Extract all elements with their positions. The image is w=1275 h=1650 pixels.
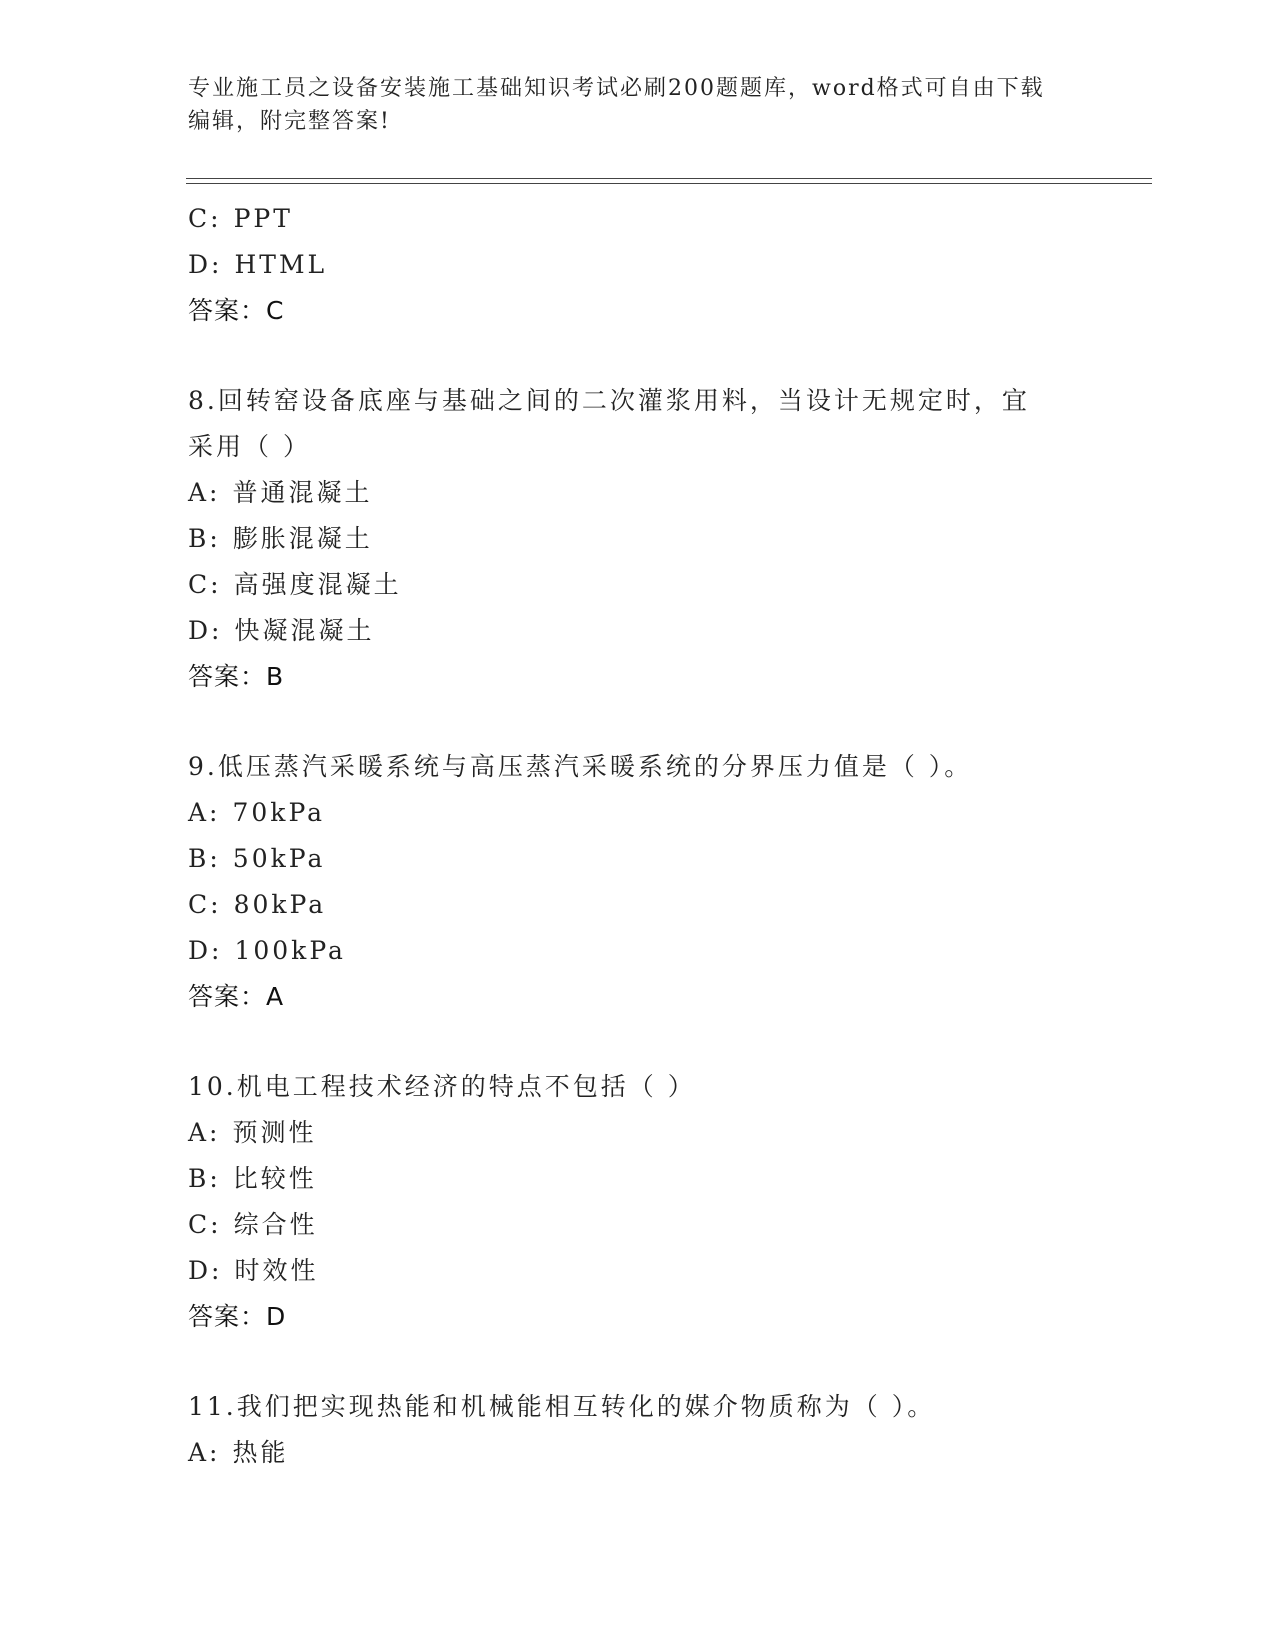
question-8-line-1: 8.回转窑设备底座与基础之间的二次灌浆用料，当设计无规定时，宜 — [188, 386, 1030, 415]
option-text: 预测性 — [232, 1118, 317, 1147]
option-row — [188, 1248, 1148, 1294]
option-row — [188, 836, 1148, 882]
option-text: 热能 — [232, 1438, 289, 1467]
option-text: 快凝混凝土 — [234, 616, 375, 645]
header-line-2: 编辑，附完整答案! — [188, 109, 391, 134]
option-letter: B: — [188, 844, 221, 873]
option-row — [188, 1430, 1148, 1476]
option-text: 比较性 — [232, 1164, 317, 1193]
spacer — [188, 700, 1148, 744]
question-9-line-1: 9.低压蒸汽采暖系统与高压蒸汽采暖系统的分界压力值是（ ）。 — [188, 752, 973, 781]
option-text: 膨胀混凝土 — [232, 524, 373, 553]
option-letter: D: — [188, 616, 223, 645]
option-text: 80kPa — [233, 890, 327, 919]
option-letter: D: — [188, 250, 223, 279]
option-letter: C: — [188, 570, 222, 599]
answer-line: 答案：A — [188, 982, 285, 1011]
option-row — [188, 882, 1148, 928]
option-letter: C: — [188, 1210, 222, 1239]
option-letter: D: — [188, 936, 223, 965]
answer-line: 答案：D — [188, 1302, 287, 1331]
document-header — [188, 72, 1088, 138]
option-letter: D: — [188, 1256, 223, 1285]
option-text: 综合性 — [233, 1210, 318, 1239]
option-row — [188, 562, 1148, 608]
option-text: 普通混凝土 — [232, 478, 373, 507]
answer-line: 答案：C — [188, 296, 285, 325]
header-divider-top — [186, 178, 1152, 179]
question-8-line-2: 采用（ ） — [188, 432, 311, 461]
option-letter: A: — [188, 1118, 221, 1147]
option-text: 时效性 — [234, 1256, 319, 1285]
option-row — [188, 470, 1148, 516]
option-text: PPT — [233, 204, 293, 233]
option-text: HTML — [234, 250, 328, 279]
option-letter: A: — [188, 1438, 221, 1467]
answer-line: 答案：B — [188, 662, 285, 691]
question-11-line-1: 11.我们把实现热能和机械能相互转化的媒介物质称为（ ）。 — [188, 1392, 936, 1421]
option-letter: A: — [188, 798, 221, 827]
header-line-1: 专业施工员之设备安装施工基础知识考试必刷200题题库，word格式可自由下载 — [188, 76, 1045, 101]
option-row — [188, 242, 1148, 288]
option-letter: C: — [188, 890, 222, 919]
option-text: 50kPa — [232, 844, 326, 873]
document-body — [188, 196, 1148, 1476]
spacer — [188, 1340, 1148, 1384]
spacer — [188, 1020, 1148, 1064]
option-row — [188, 608, 1148, 654]
option-letter: C: — [188, 204, 222, 233]
question-10-line-1: 10.机电工程技术经济的特点不包括（ ） — [188, 1072, 696, 1101]
header-divider-bottom — [186, 183, 1152, 184]
option-row — [188, 1156, 1148, 1202]
option-letter: A: — [188, 478, 221, 507]
spacer — [188, 334, 1148, 378]
option-text: 高强度混凝土 — [233, 570, 402, 599]
option-row — [188, 196, 1148, 242]
option-row — [188, 928, 1148, 974]
option-text: 100kPa — [234, 936, 346, 965]
option-text: 70kPa — [232, 798, 326, 827]
option-row — [188, 516, 1148, 562]
option-row — [188, 1110, 1148, 1156]
option-letter: B: — [188, 1164, 221, 1193]
option-row — [188, 1202, 1148, 1248]
option-letter: B: — [188, 524, 221, 553]
option-row — [188, 790, 1148, 836]
